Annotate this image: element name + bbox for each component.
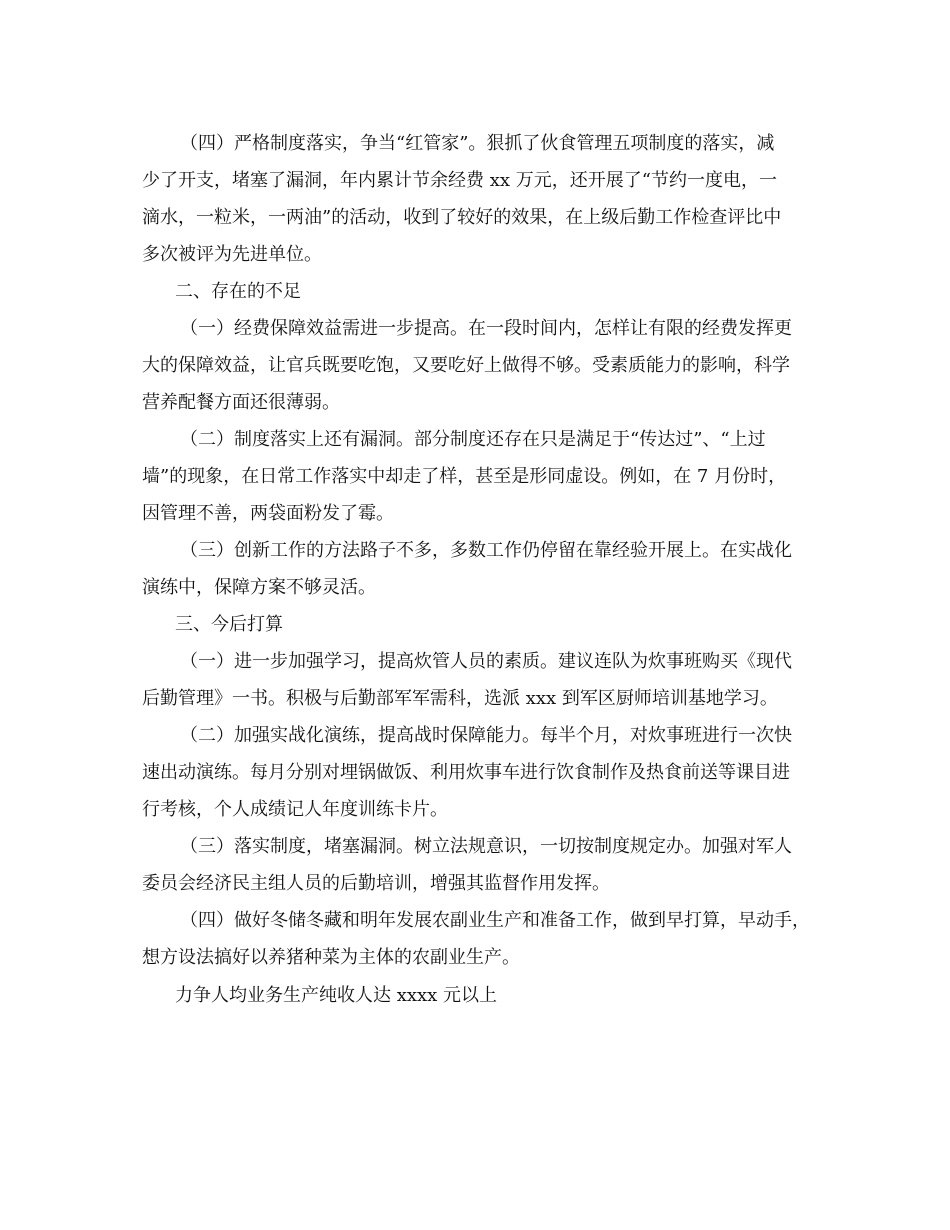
paragraph-line: 墙”的现象，在日常工作落实中却走了样，甚至是形同虚设。例如，在 7 月份时， (142, 466, 787, 487)
paragraph-line: （二）加强实战化演练，提高战时保障能力。每半个月，对炊事班进行一次快 (180, 725, 792, 746)
paragraph-line: 后勤管理》一书。积极与后勤部军军需科，选派 xxx 到军区厨师培训基地学习。 (142, 688, 778, 709)
paragraph-line: 想方设法搞好以养猪种菜为主体的农副业生产。 (142, 947, 520, 968)
paragraph-line: 力争人均业务生产纯收人达 xxxx 元以上 (175, 985, 498, 1006)
paragraph-line: 少了开支，堵塞了漏洞，年内累计节余经费 xx 万元，还开展了“节约一度电，一 (142, 170, 777, 191)
section-heading: 三、今后打算 (175, 614, 283, 635)
paragraph-line: （三）落实制度，堵塞漏洞。树立法规意识，一切按制度规定办。加强对军人 (180, 836, 792, 857)
paragraph-line: （一）经费保障效益需进一步提高。在一段时间内，怎样让有限的经费发挥更 (180, 318, 792, 339)
paragraph-line: 因管理不善，两袋面粉发了霉。 (142, 503, 394, 524)
paragraph-line: 营养配餐方面还很薄弱。 (142, 392, 340, 413)
paragraph-line: 行考核，个人成绩记人年度训练卡片。 (142, 799, 448, 820)
paragraph-line: （一）进一步加强学习，提高炊管人员的素质。建议连队为炊事班购买《现代 (180, 651, 792, 672)
paragraph-line: 速出动演练。每月分别对埋锅做饭、利用炊事车进行饮食制作及热食前送等课目进 (142, 762, 790, 783)
paragraph-line: 大的保障效益，让官兵既要吃饱，又要吃好上做得不够。受素质能力的影响，科学 (142, 355, 790, 376)
paragraph-line: （四）做好冬储冬藏和明年发展农副业生产和准备工作，做到早打算，早动手， (180, 910, 810, 931)
paragraph-line: （三）创新工作的方法路子不多，多数工作仍停留在靠经验开展上。在实战化 (180, 540, 792, 561)
paragraph-line: （二）制度落实上还有漏洞。部分制度还存在只是满足于“传达过”、“上过 (180, 429, 766, 450)
paragraph-line: 滴水，一粒米，一两油”的活动，收到了较好的效果，在上级后勤工作检查评比中 (142, 207, 782, 228)
paragraph-line: 多次被评为先进单位。 (142, 244, 322, 265)
paragraph-line: 委员会经济民主组人员的后勤培训，增强其监督作用发挥。 (142, 873, 610, 894)
paragraph-line: 演练中，保障方案不够灵活。 (142, 577, 376, 598)
paragraph-line: （四）严格制度落实，争当“红管家”。狠抓了伙食管理五项制度的落实，减 (180, 133, 775, 154)
section-heading: 二、存在的不足 (175, 281, 301, 302)
